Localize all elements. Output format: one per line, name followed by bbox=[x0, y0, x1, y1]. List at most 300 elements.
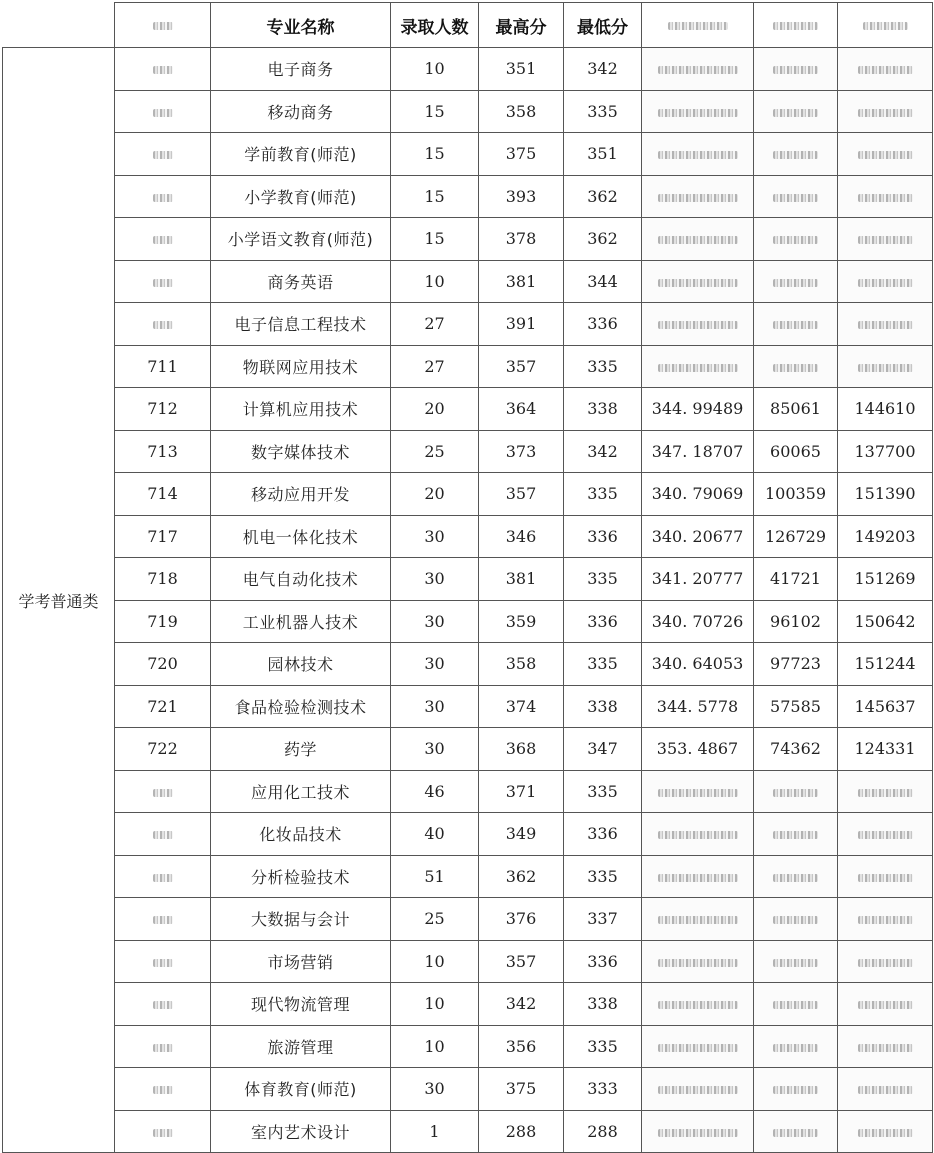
avg-score-cell bbox=[642, 855, 754, 898]
max-score-cell: 378 bbox=[479, 218, 564, 261]
rank-cell bbox=[754, 1025, 838, 1068]
name-cell: 食品检验检测技术 bbox=[211, 685, 391, 728]
name-cell: 计算机应用技术 bbox=[211, 388, 391, 431]
name-cell: 体育教育(师范) bbox=[211, 1068, 391, 1111]
min-score-cell: 336 bbox=[564, 813, 642, 856]
min-score-cell: 351 bbox=[564, 133, 642, 176]
blurred-avg bbox=[658, 874, 738, 882]
avg-score-cell bbox=[642, 770, 754, 813]
code-cell bbox=[115, 260, 211, 303]
blurred-avg bbox=[658, 364, 738, 372]
name-cell: 分析检验技术 bbox=[211, 855, 391, 898]
blurred-rank1 bbox=[773, 1001, 818, 1009]
blurred-rank2 bbox=[858, 1086, 913, 1094]
blurred-rank1 bbox=[773, 364, 818, 372]
max-score-cell: 393 bbox=[479, 175, 564, 218]
max-score-cell: 381 bbox=[479, 558, 564, 601]
min-score-cell: 362 bbox=[564, 175, 642, 218]
count-cell: 30 bbox=[391, 643, 479, 686]
min-score-cell: 335 bbox=[564, 855, 642, 898]
avg-score-cell bbox=[642, 983, 754, 1026]
blurred-code bbox=[153, 789, 173, 797]
count-cell: 1 bbox=[391, 1110, 479, 1153]
avg-score-cell bbox=[642, 133, 754, 176]
min-score-cell: 336 bbox=[564, 515, 642, 558]
rank-cell bbox=[754, 770, 838, 813]
blurred-rank2 bbox=[858, 364, 913, 372]
blurred-rank1 bbox=[773, 151, 818, 159]
rank-cell-2: 144610 bbox=[838, 388, 933, 431]
avg-score-cell bbox=[642, 48, 754, 91]
code-cell: 718 bbox=[115, 558, 211, 601]
rank-cell-2: 145637 bbox=[838, 685, 933, 728]
category-cell: 学考普通类 bbox=[3, 48, 115, 1153]
count-cell: 10 bbox=[391, 940, 479, 983]
blurred-code bbox=[153, 279, 173, 287]
table-row bbox=[3, 1025, 933, 1068]
rank-cell: 100359 bbox=[754, 473, 838, 516]
blurred-avg bbox=[658, 66, 738, 74]
blurred-rank1 bbox=[773, 109, 818, 117]
blurred-rank1 bbox=[773, 1086, 818, 1094]
blurred-code bbox=[153, 109, 173, 117]
blurred-rank2 bbox=[858, 959, 913, 967]
avg-score-cell bbox=[642, 1110, 754, 1153]
table-row bbox=[3, 48, 933, 91]
rank-cell: 74362 bbox=[754, 728, 838, 771]
blurred-code bbox=[153, 959, 173, 967]
blurred-header-rank2 bbox=[863, 22, 908, 30]
name-cell: 机电一体化技术 bbox=[211, 515, 391, 558]
avg-score-cell bbox=[642, 345, 754, 388]
rank-cell-2 bbox=[838, 1068, 933, 1111]
table-row bbox=[3, 643, 933, 686]
rank-cell-2 bbox=[838, 983, 933, 1026]
code-cell bbox=[115, 175, 211, 218]
min-score-cell: 337 bbox=[564, 898, 642, 941]
name-cell: 学前教育(师范) bbox=[211, 133, 391, 176]
table-row bbox=[3, 515, 933, 558]
blurred-rank2 bbox=[858, 1044, 913, 1052]
name-cell: 现代物流管理 bbox=[211, 983, 391, 1026]
avg-score-cell bbox=[642, 1025, 754, 1068]
min-score-cell: 335 bbox=[564, 1025, 642, 1068]
blurred-header-avg bbox=[668, 22, 728, 30]
max-score-cell: 376 bbox=[479, 898, 564, 941]
avg-score-cell: 347. 18707 bbox=[642, 430, 754, 473]
name-cell: 药学 bbox=[211, 728, 391, 771]
code-cell bbox=[115, 48, 211, 91]
rank-cell: 85061 bbox=[754, 388, 838, 431]
blurred-rank1 bbox=[773, 959, 818, 967]
header-min: 最低分 bbox=[564, 3, 642, 48]
rank-cell bbox=[754, 260, 838, 303]
code-cell bbox=[115, 940, 211, 983]
blurred-rank1 bbox=[773, 194, 818, 202]
rank-cell bbox=[754, 940, 838, 983]
min-score-cell: 335 bbox=[564, 90, 642, 133]
blurred-avg bbox=[658, 789, 738, 797]
max-score-cell: 288 bbox=[479, 1110, 564, 1153]
rank-cell: 41721 bbox=[754, 558, 838, 601]
count-cell: 15 bbox=[391, 90, 479, 133]
rank-cell-2 bbox=[838, 48, 933, 91]
max-score-cell: 359 bbox=[479, 600, 564, 643]
name-cell: 小学教育(师范) bbox=[211, 175, 391, 218]
count-cell: 10 bbox=[391, 983, 479, 1026]
avg-score-cell bbox=[642, 260, 754, 303]
max-score-cell: 342 bbox=[479, 983, 564, 1026]
name-cell: 物联网应用技术 bbox=[211, 345, 391, 388]
blurred-header-code bbox=[153, 22, 173, 30]
avg-score-cell bbox=[642, 1068, 754, 1111]
max-score-cell: 391 bbox=[479, 303, 564, 346]
code-cell bbox=[115, 855, 211, 898]
avg-score-cell bbox=[642, 90, 754, 133]
min-score-cell: 333 bbox=[564, 1068, 642, 1111]
count-cell: 25 bbox=[391, 898, 479, 941]
blurred-code bbox=[153, 1129, 173, 1137]
header-count: 录取人数 bbox=[391, 3, 479, 48]
rank-cell-2: 137700 bbox=[838, 430, 933, 473]
count-cell: 27 bbox=[391, 345, 479, 388]
blurred-code bbox=[153, 1086, 173, 1094]
code-cell bbox=[115, 218, 211, 261]
table-row bbox=[3, 388, 933, 431]
rank-cell bbox=[754, 303, 838, 346]
table-row bbox=[3, 1110, 933, 1153]
name-cell: 大数据与会计 bbox=[211, 898, 391, 941]
blurred-code bbox=[153, 874, 173, 882]
blurred-code bbox=[153, 1044, 173, 1052]
blurred-rank2 bbox=[858, 789, 913, 797]
table-row bbox=[3, 175, 933, 218]
rank-cell bbox=[754, 175, 838, 218]
blurred-code bbox=[153, 1001, 173, 1009]
blurred-rank2 bbox=[858, 236, 913, 244]
blurred-avg bbox=[658, 1086, 738, 1094]
name-cell: 化妆品技术 bbox=[211, 813, 391, 856]
blurred-rank1 bbox=[773, 236, 818, 244]
blurred-rank1 bbox=[773, 279, 818, 287]
count-cell: 15 bbox=[391, 218, 479, 261]
name-cell: 电子信息工程技术 bbox=[211, 303, 391, 346]
rank-cell: 57585 bbox=[754, 685, 838, 728]
table-row bbox=[3, 430, 933, 473]
max-score-cell: 356 bbox=[479, 1025, 564, 1068]
table-row bbox=[3, 133, 933, 176]
code-cell bbox=[115, 770, 211, 813]
avg-score-cell bbox=[642, 940, 754, 983]
max-score-cell: 375 bbox=[479, 1068, 564, 1111]
min-score-cell: 336 bbox=[564, 303, 642, 346]
rank-cell-2 bbox=[838, 898, 933, 941]
table-row bbox=[3, 728, 933, 771]
blurred-rank2 bbox=[858, 916, 913, 924]
name-cell: 工业机器人技术 bbox=[211, 600, 391, 643]
name-cell: 旅游管理 bbox=[211, 1025, 391, 1068]
max-score-cell: 346 bbox=[479, 515, 564, 558]
table-row bbox=[3, 303, 933, 346]
blurred-avg bbox=[658, 959, 738, 967]
rank-cell bbox=[754, 218, 838, 261]
code-cell bbox=[115, 133, 211, 176]
avg-score-cell bbox=[642, 898, 754, 941]
rank-cell-2 bbox=[838, 940, 933, 983]
table-row bbox=[3, 813, 933, 856]
code-cell: 712 bbox=[115, 388, 211, 431]
code-cell: 722 bbox=[115, 728, 211, 771]
rank-cell: 126729 bbox=[754, 515, 838, 558]
rank-cell: 60065 bbox=[754, 430, 838, 473]
blurred-avg bbox=[658, 321, 738, 329]
avg-score-cell bbox=[642, 218, 754, 261]
header-avg bbox=[642, 3, 754, 48]
rank-cell bbox=[754, 1110, 838, 1153]
name-cell: 电气自动化技术 bbox=[211, 558, 391, 601]
blurred-code bbox=[153, 321, 173, 329]
blurred-rank1 bbox=[773, 789, 818, 797]
code-cell bbox=[115, 303, 211, 346]
rank-cell-2: 149203 bbox=[838, 515, 933, 558]
table-row bbox=[3, 218, 933, 261]
blurred-header-rank1 bbox=[773, 22, 818, 30]
header-max: 最高分 bbox=[479, 3, 564, 48]
min-score-cell: 344 bbox=[564, 260, 642, 303]
max-score-cell: 368 bbox=[479, 728, 564, 771]
count-cell: 15 bbox=[391, 175, 479, 218]
table-row bbox=[3, 898, 933, 941]
count-cell: 20 bbox=[391, 473, 479, 516]
table-row bbox=[3, 473, 933, 516]
blurred-rank2 bbox=[858, 194, 913, 202]
rank-cell-2 bbox=[838, 260, 933, 303]
max-score-cell: 374 bbox=[479, 685, 564, 728]
blurred-rank2 bbox=[858, 874, 913, 882]
blurred-rank1 bbox=[773, 1044, 818, 1052]
code-cell: 721 bbox=[115, 685, 211, 728]
min-score-cell: 347 bbox=[564, 728, 642, 771]
header-rank2 bbox=[838, 3, 933, 48]
count-cell: 51 bbox=[391, 855, 479, 898]
count-cell: 10 bbox=[391, 48, 479, 91]
count-cell: 46 bbox=[391, 770, 479, 813]
blurred-rank1 bbox=[773, 321, 818, 329]
blurred-rank1 bbox=[773, 874, 818, 882]
code-cell bbox=[115, 1068, 211, 1111]
table-row bbox=[3, 345, 933, 388]
avg-score-cell: 344. 99489 bbox=[642, 388, 754, 431]
blurred-avg bbox=[658, 279, 738, 287]
min-score-cell: 338 bbox=[564, 685, 642, 728]
blurred-rank2 bbox=[858, 1129, 913, 1137]
avg-score-cell bbox=[642, 303, 754, 346]
count-cell: 30 bbox=[391, 600, 479, 643]
rank-cell-2 bbox=[838, 345, 933, 388]
blurred-rank2 bbox=[858, 1001, 913, 1009]
name-cell: 市场营销 bbox=[211, 940, 391, 983]
code-cell bbox=[115, 1025, 211, 1068]
rank-cell bbox=[754, 983, 838, 1026]
rank-cell-2: 124331 bbox=[838, 728, 933, 771]
name-cell: 园林技术 bbox=[211, 643, 391, 686]
table-row bbox=[3, 770, 933, 813]
rank-cell-2 bbox=[838, 90, 933, 133]
max-score-cell: 357 bbox=[479, 473, 564, 516]
max-score-cell: 357 bbox=[479, 345, 564, 388]
table-row bbox=[3, 90, 933, 133]
avg-score-cell: 340. 79069 bbox=[642, 473, 754, 516]
count-cell: 30 bbox=[391, 685, 479, 728]
min-score-cell: 362 bbox=[564, 218, 642, 261]
rank-cell-2 bbox=[838, 1025, 933, 1068]
rank-cell-2: 150642 bbox=[838, 600, 933, 643]
code-cell: 713 bbox=[115, 430, 211, 473]
rank-cell bbox=[754, 345, 838, 388]
blurred-avg bbox=[658, 1044, 738, 1052]
avg-score-cell: 344. 5778 bbox=[642, 685, 754, 728]
header-row bbox=[3, 3, 933, 48]
rank-cell bbox=[754, 855, 838, 898]
max-score-cell: 349 bbox=[479, 813, 564, 856]
min-score-cell: 335 bbox=[564, 558, 642, 601]
count-cell: 30 bbox=[391, 515, 479, 558]
header-name: 专业名称 bbox=[211, 3, 391, 48]
rank-cell-2 bbox=[838, 133, 933, 176]
code-cell bbox=[115, 90, 211, 133]
name-cell: 移动商务 bbox=[211, 90, 391, 133]
rank-cell-2 bbox=[838, 855, 933, 898]
rank-cell-2 bbox=[838, 813, 933, 856]
rank-cell bbox=[754, 48, 838, 91]
rank-cell-2 bbox=[838, 770, 933, 813]
blurred-avg bbox=[658, 916, 738, 924]
avg-score-cell: 340. 20677 bbox=[642, 515, 754, 558]
rank-cell: 96102 bbox=[754, 600, 838, 643]
code-cell: 711 bbox=[115, 345, 211, 388]
code-cell: 717 bbox=[115, 515, 211, 558]
max-score-cell: 351 bbox=[479, 48, 564, 91]
blurred-rank2 bbox=[858, 279, 913, 287]
code-cell bbox=[115, 1110, 211, 1153]
count-cell: 10 bbox=[391, 260, 479, 303]
blurred-rank2 bbox=[858, 831, 913, 839]
count-cell: 10 bbox=[391, 1025, 479, 1068]
max-score-cell: 357 bbox=[479, 940, 564, 983]
max-score-cell: 381 bbox=[479, 260, 564, 303]
name-cell: 移动应用开发 bbox=[211, 473, 391, 516]
avg-score-cell: 341. 20777 bbox=[642, 558, 754, 601]
blurred-rank2 bbox=[858, 66, 913, 74]
max-score-cell: 358 bbox=[479, 643, 564, 686]
table-row bbox=[3, 983, 933, 1026]
table-row bbox=[3, 600, 933, 643]
header-category bbox=[3, 3, 115, 48]
table-row bbox=[3, 940, 933, 983]
code-cell bbox=[115, 813, 211, 856]
min-score-cell: 342 bbox=[564, 430, 642, 473]
table-row bbox=[3, 855, 933, 898]
blurred-code bbox=[153, 151, 173, 159]
name-cell: 商务英语 bbox=[211, 260, 391, 303]
blurred-avg bbox=[658, 831, 738, 839]
name-cell: 电子商务 bbox=[211, 48, 391, 91]
blurred-rank2 bbox=[858, 109, 913, 117]
min-score-cell: 338 bbox=[564, 388, 642, 431]
min-score-cell: 335 bbox=[564, 770, 642, 813]
code-cell bbox=[115, 983, 211, 1026]
max-score-cell: 358 bbox=[479, 90, 564, 133]
avg-score-cell: 353. 4867 bbox=[642, 728, 754, 771]
rank-cell-2 bbox=[838, 1110, 933, 1153]
min-score-cell: 335 bbox=[564, 643, 642, 686]
rank-cell-2 bbox=[838, 303, 933, 346]
min-score-cell: 335 bbox=[564, 473, 642, 516]
name-cell: 数字媒体技术 bbox=[211, 430, 391, 473]
blurred-avg bbox=[658, 1129, 738, 1137]
table-row bbox=[3, 260, 933, 303]
max-score-cell: 371 bbox=[479, 770, 564, 813]
blurred-rank1 bbox=[773, 1129, 818, 1137]
blurred-avg bbox=[658, 1001, 738, 1009]
count-cell: 15 bbox=[391, 133, 479, 176]
min-score-cell: 336 bbox=[564, 940, 642, 983]
rank-cell bbox=[754, 1068, 838, 1111]
rank-cell-2 bbox=[838, 175, 933, 218]
avg-score-cell bbox=[642, 175, 754, 218]
max-score-cell: 364 bbox=[479, 388, 564, 431]
blurred-code bbox=[153, 66, 173, 74]
blurred-avg bbox=[658, 109, 738, 117]
table-row bbox=[3, 1068, 933, 1111]
blurred-code bbox=[153, 236, 173, 244]
name-cell: 应用化工技术 bbox=[211, 770, 391, 813]
blurred-rank1 bbox=[773, 66, 818, 74]
rank-cell bbox=[754, 90, 838, 133]
rank-cell: 97723 bbox=[754, 643, 838, 686]
avg-score-cell: 340. 70726 bbox=[642, 600, 754, 643]
count-cell: 30 bbox=[391, 558, 479, 601]
min-score-cell: 342 bbox=[564, 48, 642, 91]
blurred-rank1 bbox=[773, 916, 818, 924]
max-score-cell: 373 bbox=[479, 430, 564, 473]
code-cell: 719 bbox=[115, 600, 211, 643]
rank-cell bbox=[754, 133, 838, 176]
table-body bbox=[3, 48, 933, 1153]
min-score-cell: 338 bbox=[564, 983, 642, 1026]
name-cell: 小学语文教育(师范) bbox=[211, 218, 391, 261]
count-cell: 25 bbox=[391, 430, 479, 473]
header-code bbox=[115, 3, 211, 48]
count-cell: 40 bbox=[391, 813, 479, 856]
avg-score-cell bbox=[642, 813, 754, 856]
blurred-avg bbox=[658, 236, 738, 244]
min-score-cell: 336 bbox=[564, 600, 642, 643]
count-cell: 30 bbox=[391, 728, 479, 771]
max-score-cell: 362 bbox=[479, 855, 564, 898]
rank-cell-2: 151269 bbox=[838, 558, 933, 601]
min-score-cell: 335 bbox=[564, 345, 642, 388]
table-row bbox=[3, 685, 933, 728]
count-cell: 27 bbox=[391, 303, 479, 346]
code-cell: 714 bbox=[115, 473, 211, 516]
blurred-avg bbox=[658, 194, 738, 202]
avg-score-cell: 340. 64053 bbox=[642, 643, 754, 686]
max-score-cell: 375 bbox=[479, 133, 564, 176]
table-row bbox=[3, 558, 933, 601]
blurred-rank2 bbox=[858, 321, 913, 329]
header-rank1 bbox=[754, 3, 838, 48]
